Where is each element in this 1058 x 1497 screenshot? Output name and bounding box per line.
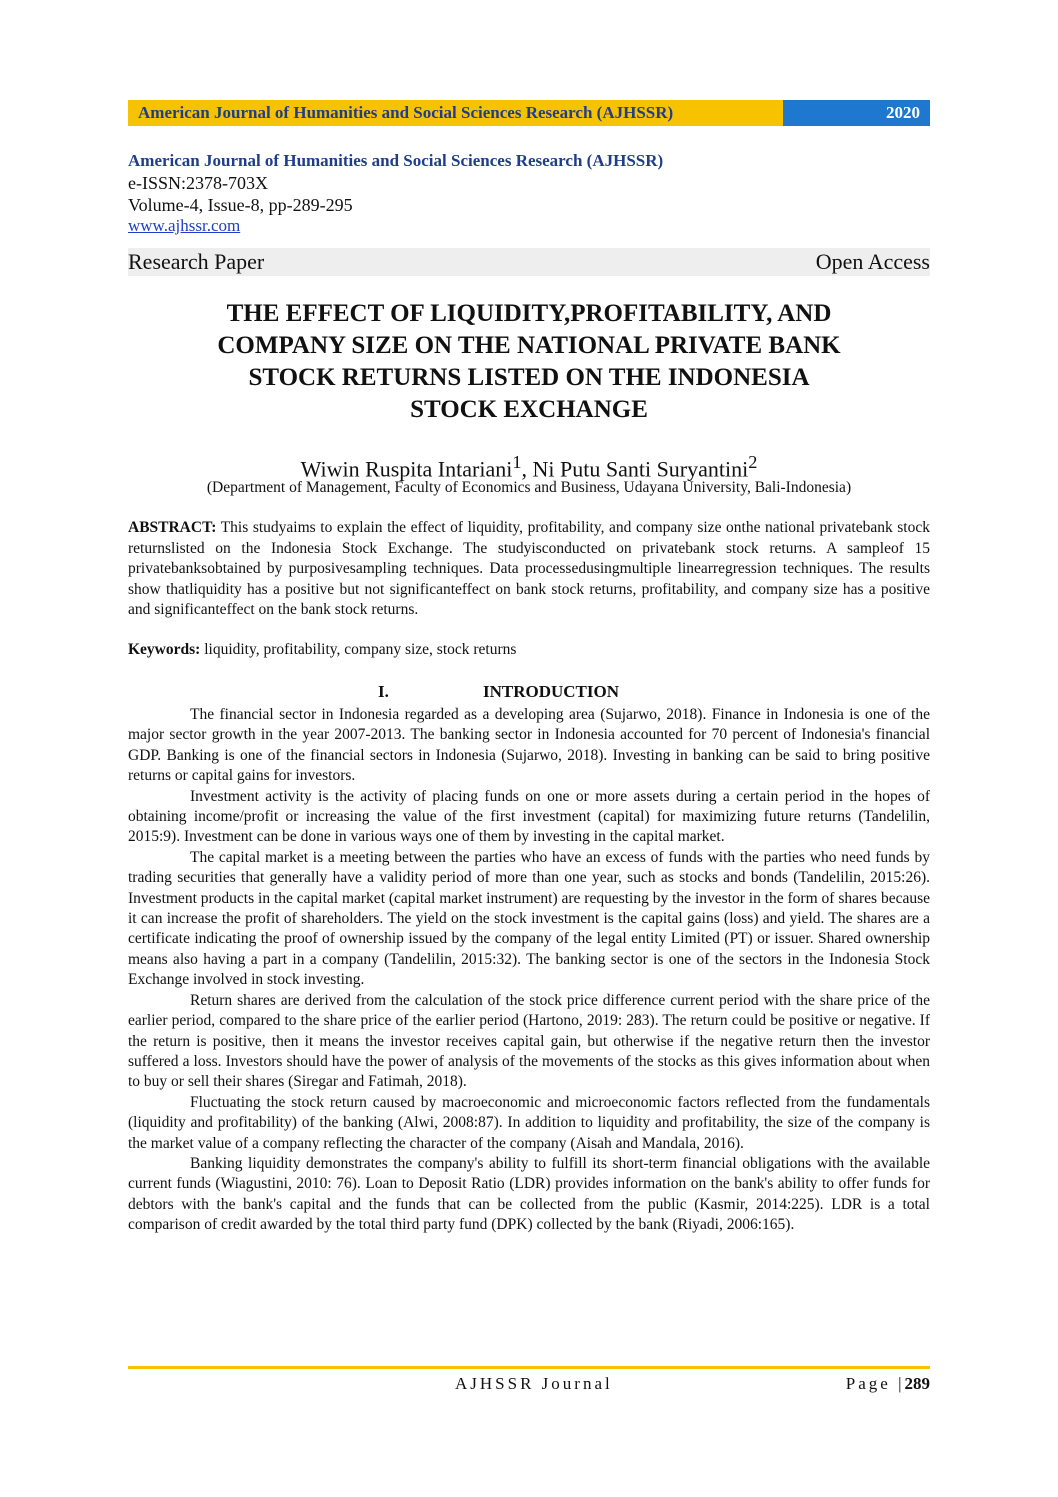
running-header-year: 2020 bbox=[783, 100, 930, 126]
running-header-journal: American Journal of Humanities and Social Sciences Research (AJHSSR) bbox=[128, 100, 783, 126]
running-header bbox=[128, 100, 930, 126]
section-number: I. bbox=[378, 682, 389, 701]
paragraph: Banking liquidity demonstrates the company's ability to fulfill its short-term financial obligations with the available current funds (Wiagustini, 2010: 76). Loan to Deposit Ratio (LDR) provides information on the bank's ability to offer funds for debtors with the bank's capital and the funds that can be collected from the public (Kasmir, 2014:225). LDR is a total comparison of credit awarded by the total third party fund (DPK) collected by the bank (Riyadi, 2006:165). bbox=[128, 1154, 930, 1234]
abstract-text: This studyaims to explain the effect of liquidity, profitability, and company size onthe national privatebank stock returnslisted on the Indonesia Stock Exchange. The studyisconducted on privatebank stock returns. A sampleof 15 privatebanksobtained by purposivesampling techniques. Data processedusingmultiple linearregression techniques. The results show thatliquidity has a positive but not significanteffect on bank stock returns, profitability, and company size has a positive and significanteffect on the bank stock returns. bbox=[128, 519, 930, 618]
keywords-label: Keywords: bbox=[128, 641, 201, 658]
author-name: Wiwin Ruspita Intariani bbox=[300, 456, 513, 482]
abstract bbox=[128, 518, 930, 621]
page-label: Page | bbox=[845, 1374, 905, 1393]
author-affiliation-mark: 2 bbox=[748, 452, 758, 472]
affiliation: (Department of Management, Faculty of Economics and Business, Udayana University, Bali-Indonesia) bbox=[206, 479, 852, 496]
author-affiliation-mark: 1 bbox=[512, 452, 522, 472]
volume-issue: Volume-4, Issue-8, pp-289-295 bbox=[128, 195, 353, 215]
title-line: STOCK EXCHANGE bbox=[410, 396, 648, 423]
section-title: INTRODUCTION bbox=[483, 682, 620, 701]
title-line: COMPANY SIZE ON THE NATIONAL PRIVATE BANK bbox=[217, 332, 841, 359]
title-line: STOCK RETURNS LISTED ON THE INDONESIA bbox=[248, 364, 810, 391]
keywords-text: liquidity, profitability, company size, stock returns bbox=[200, 641, 517, 658]
introduction-body bbox=[128, 705, 930, 1236]
footer-journal: AJHSSR Journal bbox=[455, 1374, 613, 1393]
abstract-label: ABSTRACT: bbox=[128, 519, 217, 536]
paragraph: Fluctuating the stock return caused by macroeconomic and microeconomic factors reflected from the fundamentals (liquidity and profitability) of the banking (Alwi, 2008:87). In addition to liquidity and profitability, the size of the company is the market value of a company reflecting the character of the company (Aisah and Mandala, 2016). bbox=[128, 1093, 930, 1152]
paragraph: Return shares are derived from the calculation of the stock price difference current period with the share price of the earlier period, compared to the share price of the earlier period (Hartono, 2019: 283). The return could be positive or negative. If the return is positive, then it means the investor receives capital gain, but otherwise if the negative return then the investor suffered a loss. Investors should have the power of analysis of the movements of the stocks as this gives information about when to buy or sell their shares (Siregar and Fatimah, 2018). bbox=[128, 991, 930, 1091]
keywords bbox=[128, 640, 930, 660]
paper-type-bar bbox=[128, 248, 930, 276]
paragraph: The capital market is a meeting between the parties who have an excess of funds with the parties who need funds by trading securities that generally have a validity period of more than one year, such as stocks and bonds (Tandelilin, 2015:26). Investment products in the capital market (capital market instrument) are requesting by the investor in the form of shares because it can increase the profit of shareholders. The yield on the stock investment is the capital gains (loss) and yield. The shares are a certificate indicating the proof of ownership issued by the company of the legal entity Limited (PT) or issuer. Shared ownership means also having a part in a company (Tandelilin, 2015:32). The banking sector is one of the sectors in the Indonesia Stock Exchange involved in stock investing. bbox=[128, 848, 930, 989]
footer-divider bbox=[128, 1366, 930, 1369]
journal-info bbox=[128, 150, 930, 236]
paper-title bbox=[128, 298, 930, 426]
paragraph: The financial sector in Indonesia regarded as a developing area (Sujarwo, 2018). Finance in Indonesia is one of the major sector growth in the year 2007-2013. The banking sector in Indonesia accounted for 70 percent of Indonesia's financial GDP. Banking is one of the financial sectors in Indonesia (Sujarwo, 2018). Investing in banking can be said to bring positive returns or capital gains for investors. bbox=[128, 706, 930, 785]
page-number: 289 bbox=[904, 1374, 930, 1393]
footer-page bbox=[846, 1374, 930, 1394]
paragraph: Investment activity is the activity of placing funds on one or more assets during a certain period in the hopes of obtaining income/profit or increasing the value of the first investment (capital) for maximizing future returns (Tandelilin, 2015:9). Investment can be done in various ways one of them by investing in the capital market. bbox=[128, 787, 930, 846]
issn: e-ISSN:2378-703X bbox=[128, 173, 268, 193]
journal-website-link[interactable]: www.ajhssr.com bbox=[128, 216, 241, 235]
author-name: Ni Putu Santi Suryantini bbox=[532, 456, 749, 482]
title-line: THE EFFECT OF LIQUIDITY,PROFITABILITY, AND bbox=[226, 300, 832, 327]
access-type: Open Access bbox=[815, 249, 930, 274]
author-separator: , bbox=[521, 456, 533, 482]
paper-type: Research Paper bbox=[128, 249, 265, 274]
journal-name: American Journal of Humanities and Social Sciences Research (AJHSSR) bbox=[128, 151, 664, 170]
